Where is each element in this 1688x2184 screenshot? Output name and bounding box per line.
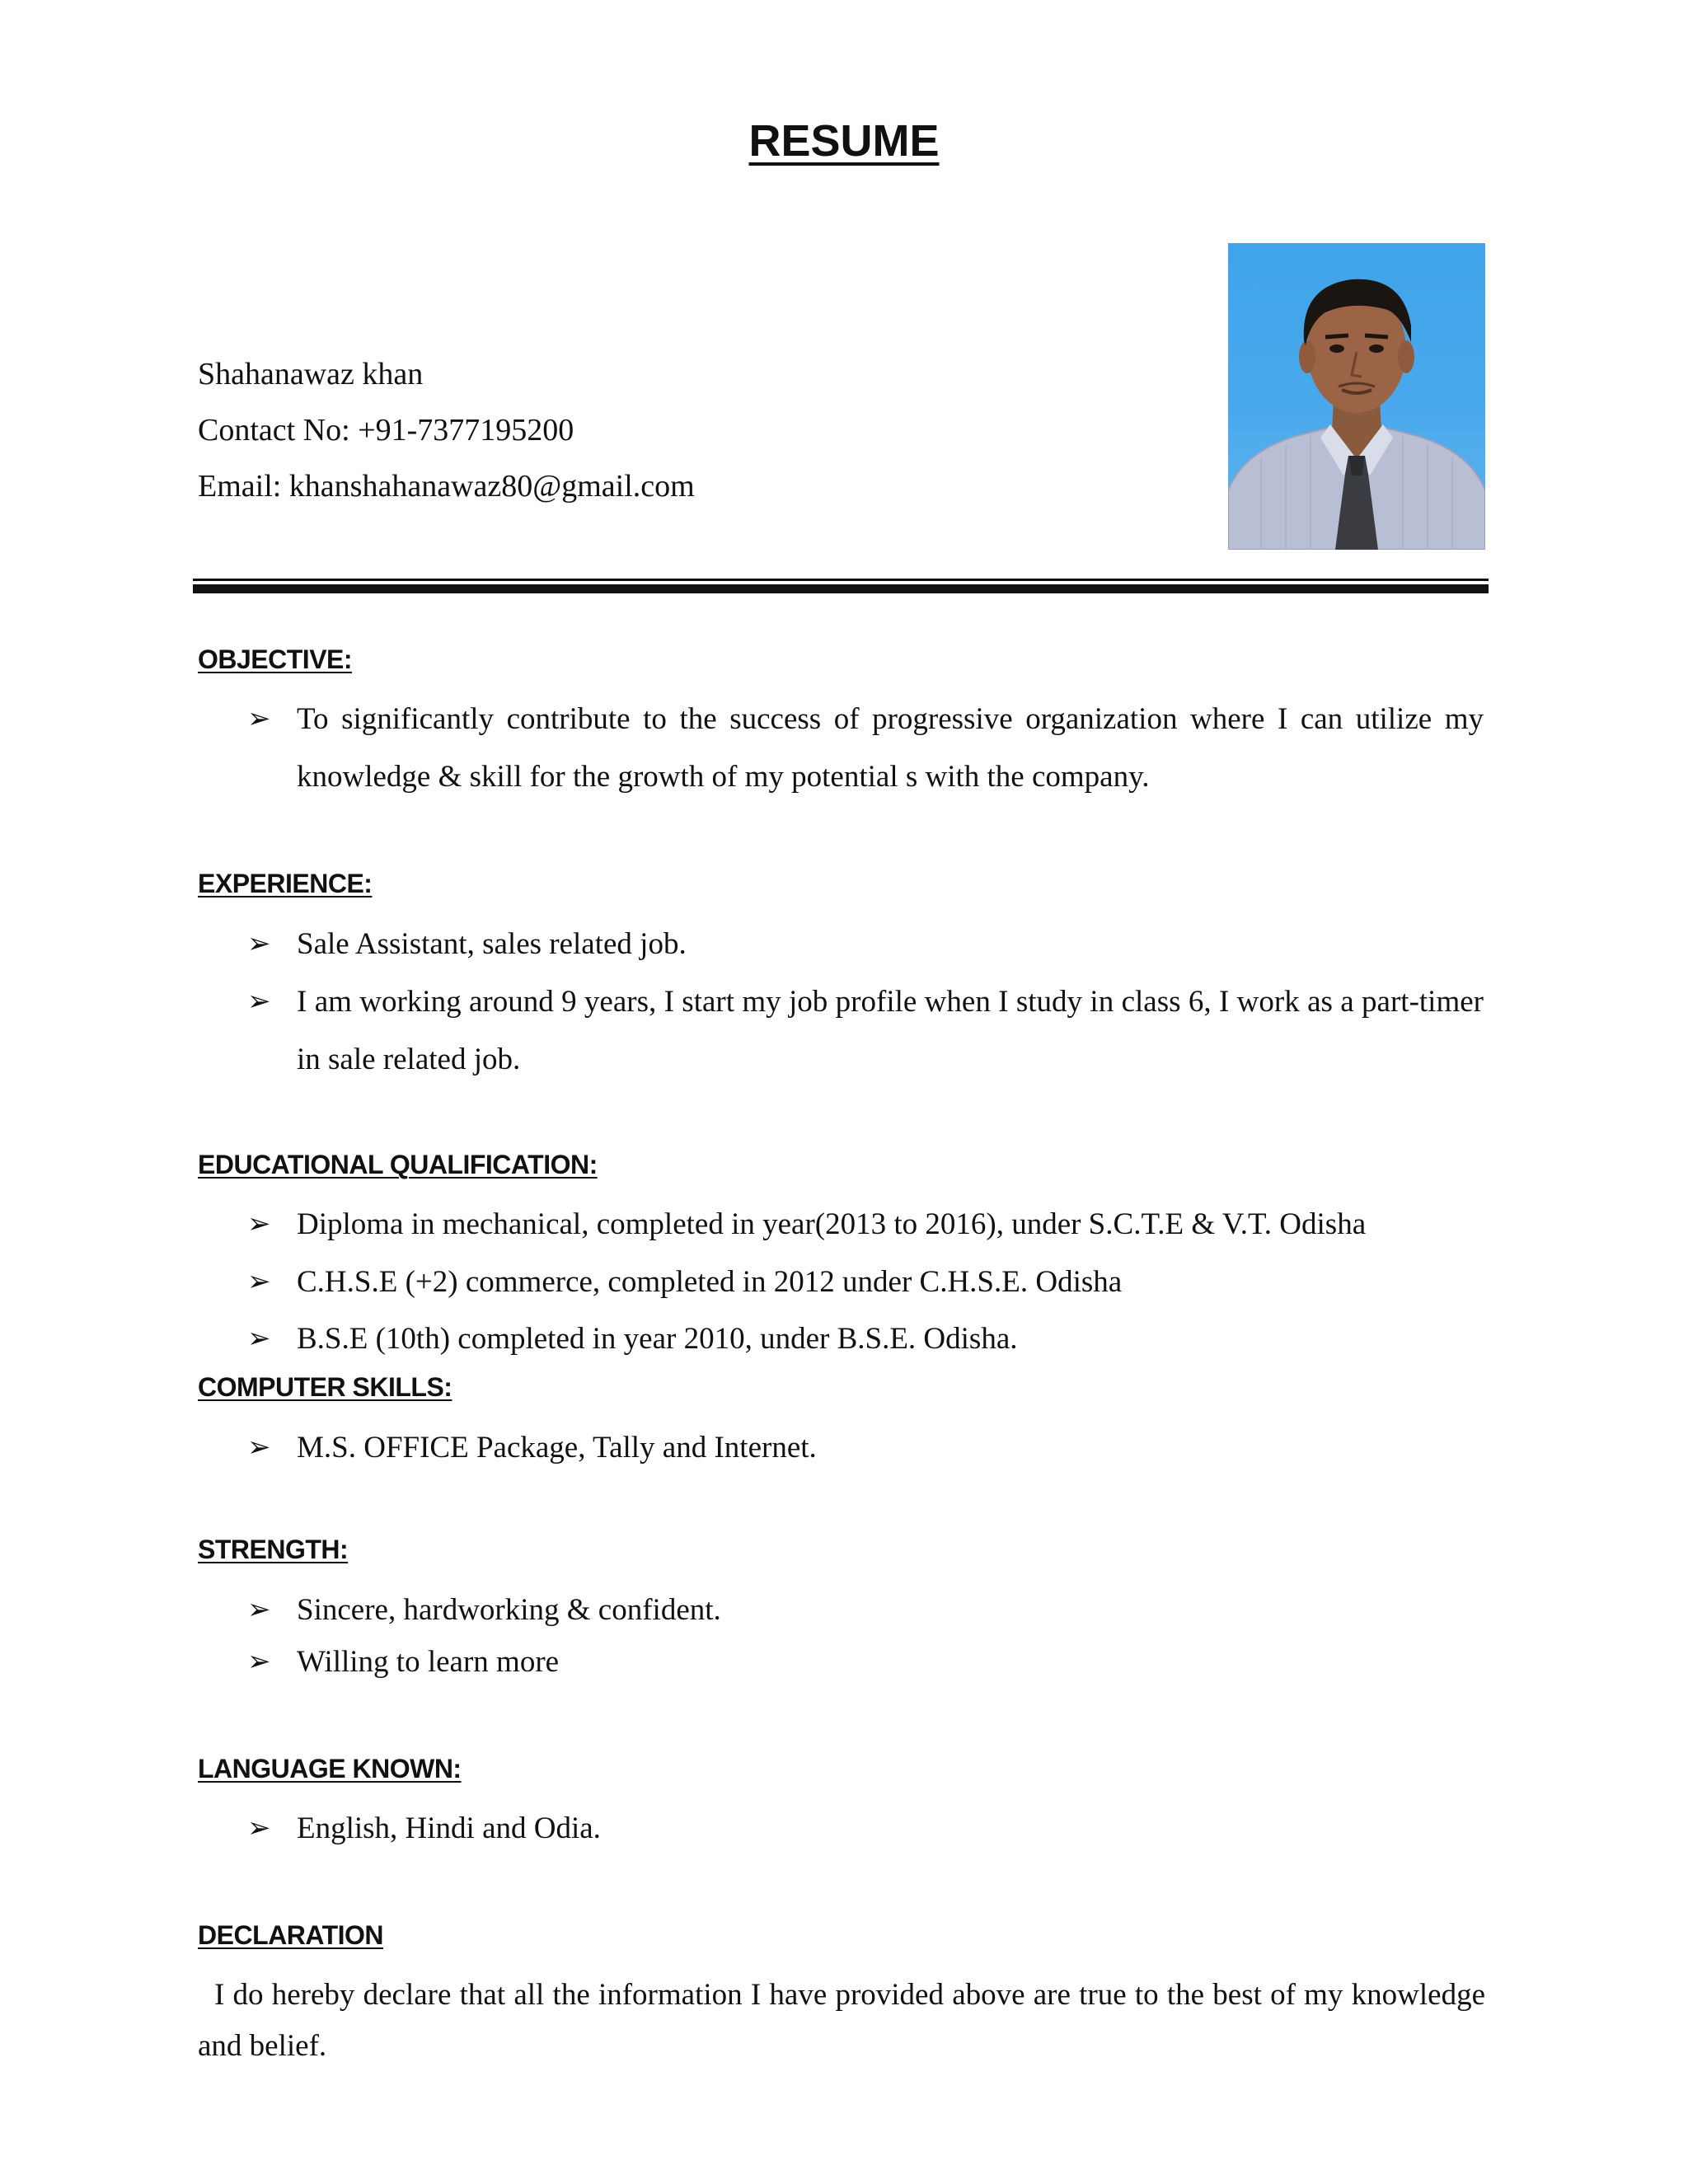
arrow-bullet-icon: ➢ bbox=[247, 1432, 271, 1463]
header-divider-thin bbox=[193, 579, 1489, 581]
education-item: Diploma in mechanical, completed in year(2013 to 2016), under S.C.T.E & V.T. Odisha bbox=[297, 1207, 1367, 1241]
objective-text: To significantly contribute to the success of progressive organization where I can utilize my knowledge & skill for the growth of my potential s with the company. bbox=[297, 702, 1484, 794]
arrow-bullet-icon: ➢ bbox=[247, 704, 271, 734]
experience-item: Sale Assistant, sales related job. bbox=[297, 927, 687, 961]
section-heading-languages: LANGUAGE KNOWN: bbox=[198, 1754, 462, 1783]
list-item bbox=[247, 1310, 1484, 1368]
list-item bbox=[247, 973, 1484, 1089]
list-item bbox=[247, 1633, 1484, 1691]
arrow-bullet-icon: ➢ bbox=[247, 987, 271, 1017]
contact-block bbox=[198, 346, 695, 514]
arrow-bullet-icon: ➢ bbox=[247, 1813, 271, 1844]
list-item bbox=[247, 916, 1484, 973]
arrow-bullet-icon: ➢ bbox=[247, 1267, 271, 1297]
experience-item: I am working around 9 years, I start my job profile when I study in class 6, I work as a part-timer in sale related job. bbox=[297, 985, 1484, 1076]
candidate-name: Shahanawaz khan bbox=[198, 357, 424, 391]
profile-photo-illustration bbox=[1228, 243, 1485, 550]
arrow-bullet-icon: ➢ bbox=[247, 1647, 271, 1677]
section-heading-objective: OBJECTIVE: bbox=[198, 644, 353, 674]
arrow-bullet-icon: ➢ bbox=[247, 1324, 271, 1354]
computer-skill-item: M.S. OFFICE Package, Tally and Internet. bbox=[297, 1431, 817, 1465]
header-divider-thick bbox=[193, 584, 1489, 593]
list-item bbox=[247, 691, 1484, 806]
declaration-text: I do hereby declare that all the information I have provided above are true to the best of my knowledge and belief. bbox=[198, 1978, 1485, 2063]
section-heading-experience: EXPERIENCE: bbox=[198, 869, 373, 898]
arrow-bullet-icon: ➢ bbox=[247, 929, 271, 959]
section-heading-education: EDUCATIONAL QUALIFICATION: bbox=[198, 1150, 598, 1179]
section-heading-computer-skills: COMPUTER SKILLS: bbox=[198, 1372, 452, 1402]
education-item: C.H.S.E (+2) commerce, completed in 2012 under C.H.S.E. Odisha bbox=[297, 1265, 1123, 1299]
page-title: RESUME bbox=[748, 116, 940, 166]
education-item: B.S.E (10th) completed in year 2010, under B.S.E. Odisha. bbox=[297, 1322, 1018, 1356]
profile-photo bbox=[1228, 243, 1485, 550]
strength-item: Willing to learn more bbox=[297, 1645, 560, 1679]
list-item bbox=[247, 1196, 1484, 1254]
list-item bbox=[247, 1800, 1484, 1858]
section-heading-strength: STRENGTH: bbox=[198, 1535, 349, 1564]
arrow-bullet-icon: ➢ bbox=[247, 1209, 271, 1240]
section-heading-declaration: DECLARATION bbox=[198, 1920, 383, 1950]
list-item bbox=[247, 1254, 1484, 1311]
language-item: English, Hindi and Odia. bbox=[297, 1811, 601, 1845]
arrow-bullet-icon: ➢ bbox=[247, 1595, 271, 1625]
strength-item: Sincere, hardworking & confident. bbox=[297, 1593, 721, 1627]
contact-email: Email: khanshahanawaz80@gmail.com bbox=[198, 469, 695, 504]
contact-phone: Contact No: +91-7377195200 bbox=[198, 413, 574, 448]
list-item bbox=[247, 1582, 1484, 1639]
list-item bbox=[247, 1419, 1484, 1477]
